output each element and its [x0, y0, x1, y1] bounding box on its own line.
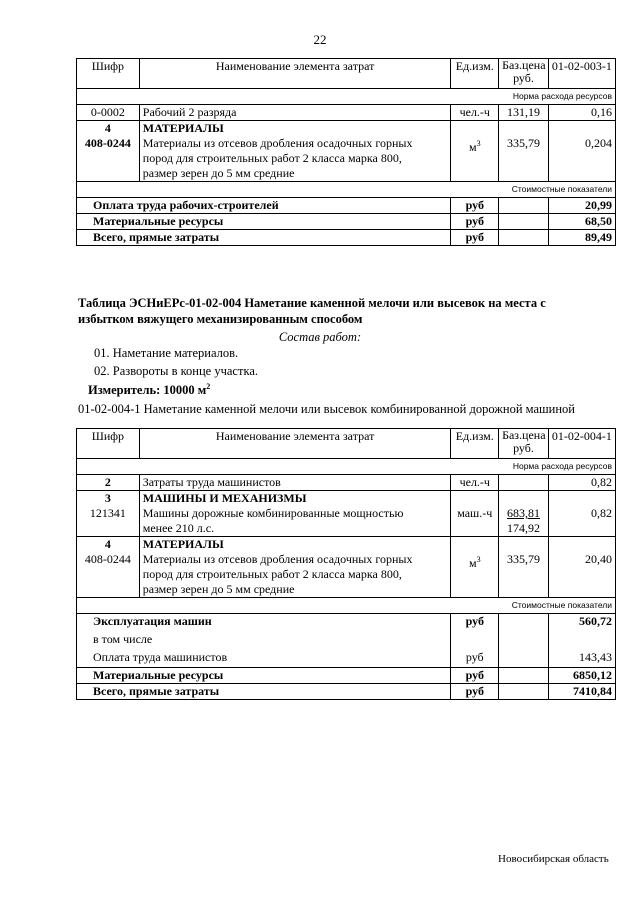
row-name-line2: менее 210 л.с.	[142, 521, 215, 535]
table-row	[77, 491, 616, 537]
group-code: 4	[104, 537, 111, 551]
total-unit: руб	[451, 230, 499, 246]
row-unit: маш.-ч	[451, 491, 499, 537]
table-header	[77, 429, 616, 459]
row-code: 408-0244	[84, 136, 131, 150]
group-title: МАТЕРИАЛЫ	[142, 537, 224, 551]
total-row	[77, 632, 616, 650]
total-value: 6850,12	[548, 668, 615, 684]
row-name: Рабочий 2 разряда	[139, 105, 451, 121]
row-name-line3: размер зерен до 5 мм средние	[142, 166, 295, 180]
group-code: 3	[104, 491, 111, 505]
resource-table-1	[76, 58, 616, 246]
total-value: 68,50	[548, 214, 615, 230]
total-unit: руб	[451, 668, 499, 684]
group-title: МАТЕРИАЛЫ	[142, 121, 224, 135]
work-step: 02. Развороты в конце участка.	[94, 364, 258, 378]
header-name: Наименование элемента затрат	[139, 429, 451, 459]
total-value: 89,49	[548, 230, 615, 246]
page-number: 22	[313, 32, 327, 47]
total-unit: руб	[451, 684, 499, 700]
total-label: Материальные ресурсы	[77, 214, 451, 230]
row-name-line1: Материалы из отсевов дробления осадочных горных	[142, 552, 413, 566]
header-price-line2: руб.	[513, 441, 534, 455]
total-value: 20,99	[548, 198, 615, 214]
item-line: 01-02-004-1 Наметание каменной мелочи или высевок комбинированной дорожной машиной	[78, 402, 575, 416]
row-price: 335,79	[499, 537, 549, 598]
measure: Измеритель: 10000 $м^2$	[88, 382, 211, 398]
row-unit: чел.-ч	[451, 475, 499, 491]
table-header	[77, 59, 616, 89]
header-price-line2: руб.	[513, 71, 534, 85]
row-name-line1: Материалы из отсевов дробления осадочных горных	[142, 136, 413, 150]
row-price: 131,19	[499, 105, 549, 121]
norm-subheader: Норма расхода ресурсов	[77, 89, 616, 105]
work-step: 01. Наметание материалов.	[94, 346, 239, 360]
cost-subheader: Стоимостные показатели	[77, 598, 616, 614]
row-code: 121341	[89, 506, 126, 520]
row-name-line3: размер зерен до 5 мм средние	[142, 582, 295, 596]
total-value: 560,72	[548, 614, 615, 632]
row-unit: $м^3$	[451, 537, 499, 598]
norm-subheader: Норма расхода ресурсов	[77, 459, 616, 475]
total-row	[77, 650, 616, 668]
group-title: МАШИНЫ И МЕХАНИЗМЫ	[142, 491, 307, 505]
row-price	[499, 491, 549, 537]
price-line2: 174,92	[506, 521, 540, 535]
row-value: 0,82	[548, 491, 615, 537]
total-unit: руб	[451, 650, 499, 668]
row-unit: чел.-ч	[451, 105, 499, 121]
row-value: 0,16	[548, 105, 615, 121]
row-value: 20,40	[548, 537, 615, 598]
total-label: Всего, прямые затраты	[77, 230, 451, 246]
row-name: Затраты труда машинистов	[139, 475, 451, 491]
total-label: Оплата труда рабочих-строителей	[77, 198, 451, 214]
total-label: Эксплуатация машин	[77, 614, 451, 632]
total-row	[77, 684, 616, 700]
total-label: в том числе	[77, 632, 451, 650]
row-unit: $м^3$	[451, 121, 499, 182]
total-label: Материальные ресурсы	[77, 668, 451, 684]
header-code: Шифр	[77, 429, 140, 459]
table-row	[77, 105, 616, 121]
header-unit: Ед.изм.	[451, 429, 499, 459]
row-name-line1: Машины дорожные комбинированные мощностью	[142, 506, 404, 520]
row-value: 0,204	[548, 121, 615, 182]
total-row	[77, 214, 616, 230]
total-unit: руб	[451, 198, 499, 214]
row-price: 335,79	[499, 121, 549, 182]
header-norm-code: 01-02-004-1	[548, 429, 615, 459]
header-price	[499, 429, 549, 459]
header-price-line1: Баз.цена	[502, 58, 546, 72]
section-title-line2: избытком вяжущего механизированным способом	[78, 312, 363, 326]
cost-subheader: Стоимостные показатели	[77, 182, 616, 198]
row-code: 408-0244	[84, 552, 131, 566]
row-name-line2: пород для строительных работ 2 класса марка 800,	[142, 151, 402, 165]
total-row	[77, 668, 616, 684]
total-row	[77, 198, 616, 214]
header-unit: Ед.изм.	[451, 59, 499, 89]
total-value: 143,43	[548, 650, 615, 668]
total-unit: руб	[451, 614, 499, 632]
header-code: Шифр	[77, 59, 140, 89]
table-row	[77, 475, 616, 491]
footer-region: Новосибирская область	[498, 853, 609, 865]
price-line1: 683,81	[506, 506, 540, 520]
row-name-line2: пород для строительных работ 2 класса марка 800,	[142, 567, 402, 581]
resource-table-2	[76, 428, 616, 700]
header-price	[499, 59, 549, 89]
total-unit: руб	[451, 214, 499, 230]
total-row	[77, 230, 616, 246]
total-label: Всего, прямые затраты	[77, 684, 451, 700]
header-norm-code: 01-02-003-1	[548, 59, 615, 89]
total-label: Оплата труда машинистов	[77, 650, 451, 668]
row-code: 2	[77, 475, 140, 491]
group-code: 4	[104, 121, 111, 135]
total-value: 7410,84	[548, 684, 615, 700]
total-row	[77, 614, 616, 632]
header-price-line1: Баз.цена	[502, 428, 546, 442]
table-row	[77, 121, 616, 182]
row-value: 0,82	[548, 475, 615, 491]
section-title-line1: Таблица ЭСНиЕРс-01-02-004 Наметание каменной мелочи или высевок на места с	[78, 296, 546, 310]
row-code: 0-0002	[77, 105, 140, 121]
header-name: Наименование элемента затрат	[139, 59, 451, 89]
composition-title: Состав работ:	[278, 330, 362, 344]
table-row	[77, 537, 616, 598]
